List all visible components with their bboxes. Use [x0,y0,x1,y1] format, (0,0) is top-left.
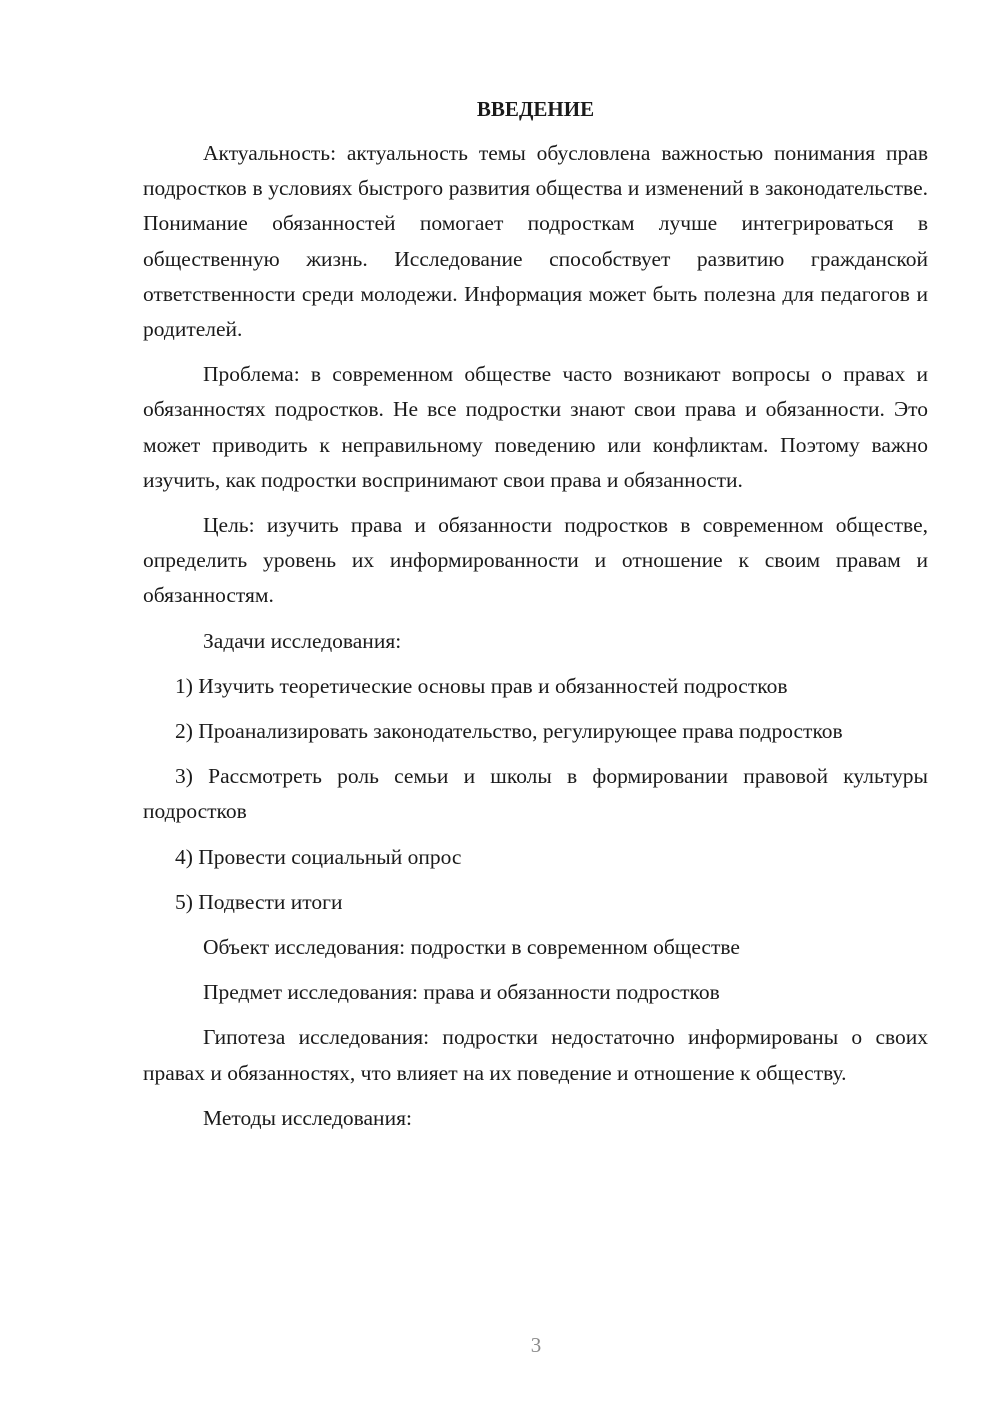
page-content [143,92,928,1136]
hypothesis-paragraph: Гипотеза исследования: подростки недостаточно информированы о своих правах и обязанностях, что влияет на их поведение и отношение к обществу. [143,1025,928,1085]
goal-paragraph: Цель: изучить права и обязанности подростков в современном обществе, определить уровень их информированности и отношение к своим правам и обязанностям. [143,513,928,608]
subject-paragraph: Предмет исследования: права и обязанности подростков [203,980,720,1005]
task-item-2: 2) Проанализировать законодательство, регулирующее права подростков [175,719,843,744]
task-item-1: 1) Изучить теоретические основы прав и обязанностей подростков [175,673,788,698]
section-heading: ВВЕДЕНИЕ [476,97,595,121]
task-item-5: 5) Подвести итоги [175,889,343,914]
object-paragraph: Объект исследования: подростки в современном обществе [203,935,740,960]
problem-paragraph: Проблема: в современном обществе часто возникают вопросы о правах и обязанностях подростков. Не все подростки знают свои права и обязанности. Это может приводить к неправильному поведению или конфликтам. Поэтому важно изучить, как подростки воспринимают свои права и обязанности. [143,362,928,492]
task-item-3: 3) Рассмотреть роль семьи и школы в формировании правовой культуры подростков [143,764,928,824]
methods-title: Методы исследования: [203,1105,412,1130]
page-number: 3 [530,1333,542,1357]
task-item-4: 4) Провести социальный опрос [175,844,462,869]
tasks-title: Задачи исследования: [203,628,402,653]
relevance-paragraph: Актуальность: актуальность темы обусловлена важностью понимания прав подростков в условиях быстрого развития общества и изменений в законодательстве. Понимание обязанностей помогает подросткам лучше интегрироваться в общественную жизнь. Исследование способствует развитию гражданской ответственности среди молодежи. Информация может быть полезна для педагогов и родителей. [143,141,928,342]
